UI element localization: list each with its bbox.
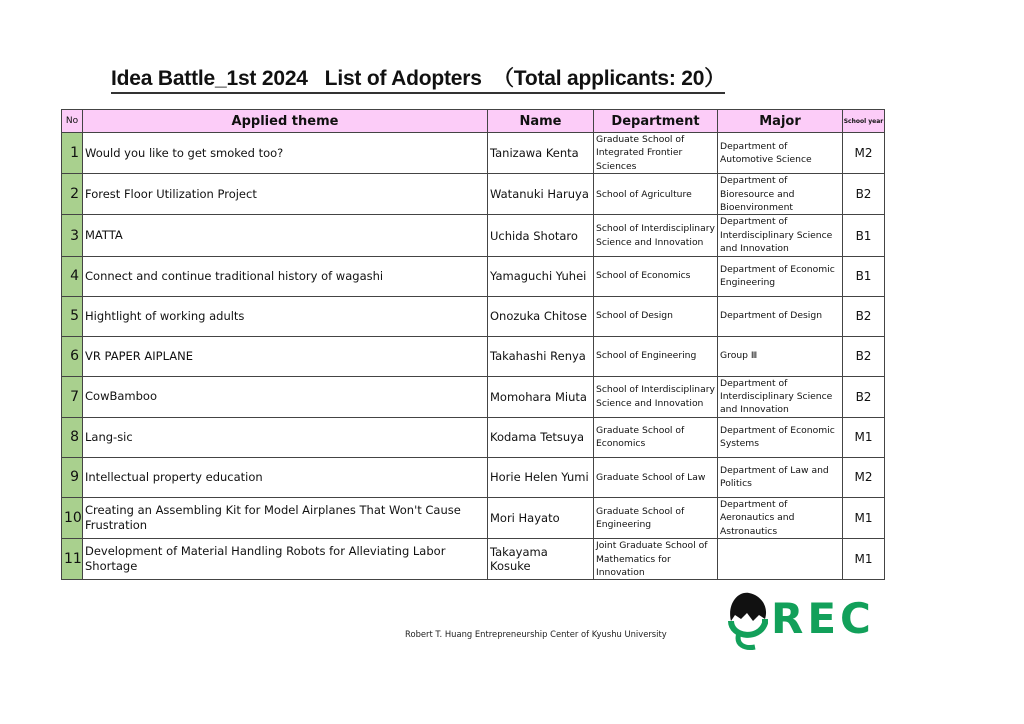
cell-theme: Connect and continue traditional history of wagashi [83, 256, 488, 296]
cell-school-year: M2 [843, 133, 885, 174]
header-name: Name [488, 110, 594, 133]
cell-name: Takayama Kosuke [488, 539, 594, 580]
cell-no: 9 [62, 457, 83, 497]
cell-major: Department of Interdisciplinary Science and Innovation [718, 376, 843, 417]
cell-school-year: B2 [843, 174, 885, 215]
cell-theme: VR PAPER AIPLANE [83, 336, 488, 376]
cell-name: Takahashi Renya [488, 336, 594, 376]
cell-school-year: B1 [843, 215, 885, 256]
header-theme: Applied theme [83, 110, 488, 133]
cell-theme: CowBamboo [83, 376, 488, 417]
cell-department: School of Design [594, 296, 718, 336]
cell-no: 7 [62, 376, 83, 417]
cell-department: Joint Graduate School of Mathematics for Innovation [594, 539, 718, 580]
table-row [62, 457, 885, 497]
table-row [62, 215, 885, 256]
cell-major [718, 539, 843, 580]
table-row [62, 336, 885, 376]
cell-department: School of Engineering [594, 336, 718, 376]
cell-name: Horie Helen Yumi [488, 457, 594, 497]
adopters-table [61, 109, 885, 580]
qrec-logo [725, 589, 875, 653]
cell-no: 6 [62, 336, 83, 376]
cell-major: Department of Automotive Science [718, 133, 843, 174]
cell-name: Mori Hayato [488, 497, 594, 538]
cell-school-year: M1 [843, 497, 885, 538]
cell-major: Department of Design [718, 296, 843, 336]
cell-department: Graduate School of Integrated Frontier Sciences [594, 133, 718, 174]
table-row [62, 497, 885, 538]
cell-no: 11 [62, 539, 83, 580]
header-major: Major [718, 110, 843, 133]
header-school-year: School year [843, 110, 885, 133]
cell-department: Graduate School of Law [594, 457, 718, 497]
cell-major: Group Ⅲ [718, 336, 843, 376]
table-row [62, 539, 885, 580]
footer-text: Robert T. Huang Entrepreneurship Center of Kyushu University [405, 629, 667, 639]
cell-name: Momohara Miuta [488, 376, 594, 417]
table-row [62, 133, 885, 174]
cell-no: 2 [62, 174, 83, 215]
cell-school-year: B2 [843, 336, 885, 376]
table-row [62, 174, 885, 215]
header-no: No [62, 110, 83, 133]
cell-major: Department of Law and Politics [718, 457, 843, 497]
cell-school-year: B1 [843, 256, 885, 296]
cell-name: Uchida Shotaro [488, 215, 594, 256]
cell-theme: Forest Floor Utilization Project [83, 174, 488, 215]
cell-school-year: M1 [843, 417, 885, 457]
cell-major: Department of Economic Engineering [718, 256, 843, 296]
cell-major: Department of Aeronautics and Astronautics [718, 497, 843, 538]
cell-school-year: B2 [843, 296, 885, 336]
cell-department: Graduate School of Engineering [594, 497, 718, 538]
cell-school-year: M1 [843, 539, 885, 580]
egg-icon [725, 589, 775, 653]
cell-theme: Lang-sic [83, 417, 488, 457]
table-row [62, 296, 885, 336]
cell-theme: Creating an Assembling Kit for Model Airplanes That Won't Cause Frustration [83, 497, 488, 538]
cell-school-year: M2 [843, 457, 885, 497]
cell-name: Watanuki Haruya [488, 174, 594, 215]
cell-no: 8 [62, 417, 83, 457]
cell-name: Kodama Tetsuya [488, 417, 594, 457]
cell-no: 1 [62, 133, 83, 174]
page-title: Idea Battle_1st 2024 List of Adopters （Total applicants: 20） [111, 66, 725, 94]
cell-department: School of Interdisciplinary Science and Innovation [594, 215, 718, 256]
cell-name: Onozuka Chitose [488, 296, 594, 336]
cell-theme: Hightlight of working adults [83, 296, 488, 336]
cell-theme: MATTA [83, 215, 488, 256]
header-department: Department [594, 110, 718, 133]
cell-no: 10 [62, 497, 83, 538]
cell-theme: Would you like to get smoked too? [83, 133, 488, 174]
cell-department: School of Economics [594, 256, 718, 296]
cell-name: Yamaguchi Yuhei [488, 256, 594, 296]
cell-department: School of Agriculture [594, 174, 718, 215]
cell-department: School of Interdisciplinary Science and Innovation [594, 376, 718, 417]
cell-department: Graduate School of Economics [594, 417, 718, 457]
cell-school-year: B2 [843, 376, 885, 417]
cell-theme: Intellectual property education [83, 457, 488, 497]
cell-name: Tanizawa Kenta [488, 133, 594, 174]
logo-text: REC [771, 594, 875, 643]
cell-theme: Development of Material Handling Robots for Alleviating Labor Shortage [83, 539, 488, 580]
cell-no: 3 [62, 215, 83, 256]
table-header-row [62, 110, 885, 133]
cell-major: Department of Economic Systems [718, 417, 843, 457]
table-row [62, 256, 885, 296]
cell-no: 5 [62, 296, 83, 336]
table-row [62, 417, 885, 457]
cell-major: Department of Bioresource and Bioenvironment [718, 174, 843, 215]
cell-no: 4 [62, 256, 83, 296]
cell-major: Department of Interdisciplinary Science and Innovation [718, 215, 843, 256]
table-row [62, 376, 885, 417]
